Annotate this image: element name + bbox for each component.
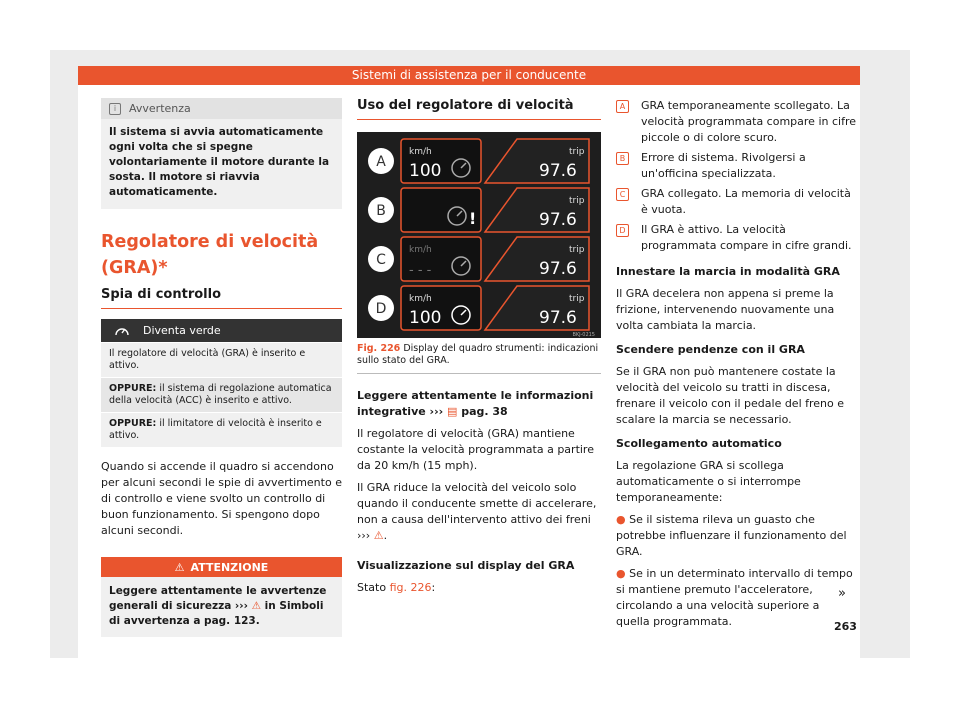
display-row-c — [368, 237, 589, 281]
row-text: il sistema di regolazione automatica della velocità (ACC) è inserito e attivo. — [109, 383, 332, 406]
paragraph: Il GRA riduce la velocità del veicolo solo quando il conducente smette di accelerare, non a causa dell'intervento attivo dei freni ››› ⚠. — [357, 481, 597, 542]
bullet-item — [616, 512, 856, 560]
indicator-row — [101, 343, 342, 377]
paragraph: Il GRA decelera non appena si preme la frizione, intervenendo nuovamente una volta cambiata la marcia. — [616, 287, 835, 332]
state-letter-badge: C — [616, 188, 629, 201]
read-info-heading — [357, 388, 601, 420]
state-item — [616, 222, 856, 254]
bullet-text: Se in un determinato intervallo di tempo si mantiene premuto l'acceleratore, circolando a una velocità superiore a quella programmata. — [616, 567, 853, 628]
state-item — [616, 186, 856, 218]
trip-label: trip — [569, 147, 585, 157]
subsection-title: Uso del regolatore di velocità — [357, 98, 601, 120]
state-text: GRA temporaneamente scollegato. La velocità programmata compare in cifre piccole o di colore scuro. — [641, 99, 856, 144]
state-text: GRA collegato. La memoria di velocità è vuota. — [641, 187, 851, 216]
trip-label: trip — [569, 294, 585, 304]
row-letter: D — [375, 301, 387, 317]
read-info-page[interactable]: pag. 38 — [457, 405, 508, 418]
page-number: 263 — [834, 620, 857, 633]
display-heading: Visualizzazione sul display del GRA — [357, 559, 575, 572]
indicator-header — [101, 319, 342, 342]
warning-link-text[interactable]: in Simboli di avvertenza a pag. 123. — [109, 600, 324, 627]
warning-box — [101, 557, 342, 637]
row-text: il limitatore di velocità è inserito e attivo. — [109, 418, 322, 441]
note-title: Avvertenza — [129, 102, 191, 115]
unit-label: km/h — [409, 245, 432, 255]
heading: Scollegamento automatico — [616, 437, 782, 450]
warning-triangle-icon[interactable]: ⚠ — [251, 600, 261, 612]
bullet-text: Se il sistema rileva un guasto che potrebbe influenzare il funzionamento del GRA. — [616, 513, 847, 558]
column-left — [101, 98, 342, 637]
trip-value: 97.6 — [539, 308, 577, 328]
note-body: Il sistema si avvia automaticamente ogni volta che si spegne volontariamente il motore durante la sosta. Il motore si riavvia automaticamente. — [109, 126, 330, 198]
heading: Innestare la marcia in modalità GRA — [616, 265, 840, 278]
error-mark: ! — [469, 209, 477, 228]
trip-value: 97.6 — [539, 161, 577, 181]
warning-triangle-icon: ⚠ — [174, 560, 185, 574]
state-letter-badge: B — [616, 152, 629, 165]
note-header — [101, 98, 342, 119]
trip-label: trip — [569, 196, 585, 206]
state-letter-badge: A — [616, 100, 629, 113]
read-info-text: Leggere attentamente le informazioni integrative ››› — [357, 389, 594, 418]
bullet-dot: ● — [616, 567, 630, 580]
figure-reference-link[interactable]: fig. 226 — [389, 581, 432, 594]
speed-value: 100 — [409, 308, 442, 328]
figure-caption — [357, 343, 601, 374]
state-label: Stato — [357, 581, 390, 594]
state-text: Il GRA è attivo. La velocità programmata compare in cifre grandi. — [641, 223, 852, 252]
warning-title: ATTENZIONE — [190, 560, 269, 574]
indicator-head-text: Diventa verde — [143, 324, 221, 337]
display-row-b — [368, 188, 589, 232]
continue-mark: » — [838, 586, 846, 601]
state-letter-badge: D — [616, 224, 629, 237]
cluster-display-illustration — [357, 132, 601, 338]
figure-label: Fig. 226 — [357, 343, 401, 354]
speed-value: 100 — [409, 161, 442, 181]
section-title: Regolatore di velocità (GRA)* — [101, 232, 319, 278]
row-text: Il regolatore di velocità (GRA) è inserito e attivo. — [109, 348, 306, 371]
row-letter: A — [376, 154, 386, 170]
display-row-d — [368, 286, 589, 330]
figure-226 — [357, 132, 601, 338]
state-item — [616, 150, 856, 182]
indicator-table — [101, 319, 342, 447]
heading: Scendere pendenze con il GRA — [616, 343, 805, 356]
warning-text: Leggere attentamente le avvertenze generali di sicurezza ››› — [109, 585, 327, 612]
row-prefix: OPPURE: — [109, 383, 157, 394]
paragraph: Il regolatore di velocità (GRA) mantiene costante la velocità programmata a partire da 20 km/h (15 mph). — [357, 427, 594, 472]
speed-value: - - - — [409, 263, 432, 278]
state-text: Errore di sistema. Rivolgersi a un'officina specializzata. — [641, 151, 806, 180]
indicator-row — [101, 378, 342, 412]
intro-paragraph: Quando si accende il quadro si accendono per alcuni secondi le spie di avvertimento e di controllo e viene svolto un controllo di buon funzionamento. Si spengono dopo alcuni secondi. — [101, 460, 342, 537]
paragraph: La regolazione GRA si scollega automaticamente o si interrompe temporaneamente: — [616, 459, 801, 504]
colon: : — [431, 581, 436, 594]
section-subtitle: Spia di controllo — [101, 287, 342, 309]
warning-triangle-icon[interactable]: ⚠ — [373, 529, 384, 542]
unit-label: km/h — [409, 294, 432, 304]
bullet-dot: ● — [616, 513, 630, 526]
row-letter: C — [376, 252, 386, 268]
column-middle — [357, 98, 601, 596]
unit-label: km/h — [409, 147, 432, 157]
info-icon: i — [109, 103, 121, 115]
display-row-a — [368, 139, 589, 183]
state-item — [616, 98, 856, 146]
paragraph-text: Il GRA riduce la velocità del veicolo solo quando il conducente smette di accelerare, non a causa dell'intervento attivo dei freni ››› — [357, 481, 597, 542]
trip-value: 97.6 — [539, 210, 577, 230]
chapter-header: Sistemi di assistenza per il conducente — [78, 66, 860, 85]
speedometer-icon — [101, 324, 143, 338]
warning-body — [101, 577, 342, 629]
caption-text: Display del quadro strumenti: indicazioni sullo stato del GRA. — [357, 343, 599, 366]
note-box — [101, 98, 342, 209]
row-prefix: OPPURE: — [109, 418, 157, 429]
row-letter: B — [376, 203, 386, 219]
column-right — [616, 98, 856, 630]
warning-header — [101, 557, 342, 577]
state-line — [357, 580, 601, 596]
figure-code: BKJ-0215 — [572, 332, 595, 338]
trip-label: trip — [569, 245, 585, 255]
bullet-item — [616, 566, 856, 630]
paragraph: Se il GRA non può mantenere costate la velocità del veicolo su tratti in discesa, frenare il veicolo con il pedale del freno e scalare la marcia se necessario. — [616, 365, 845, 426]
trip-value: 97.6 — [539, 259, 577, 279]
indicator-row — [101, 413, 342, 447]
book-icon[interactable]: ▤ — [446, 405, 458, 418]
